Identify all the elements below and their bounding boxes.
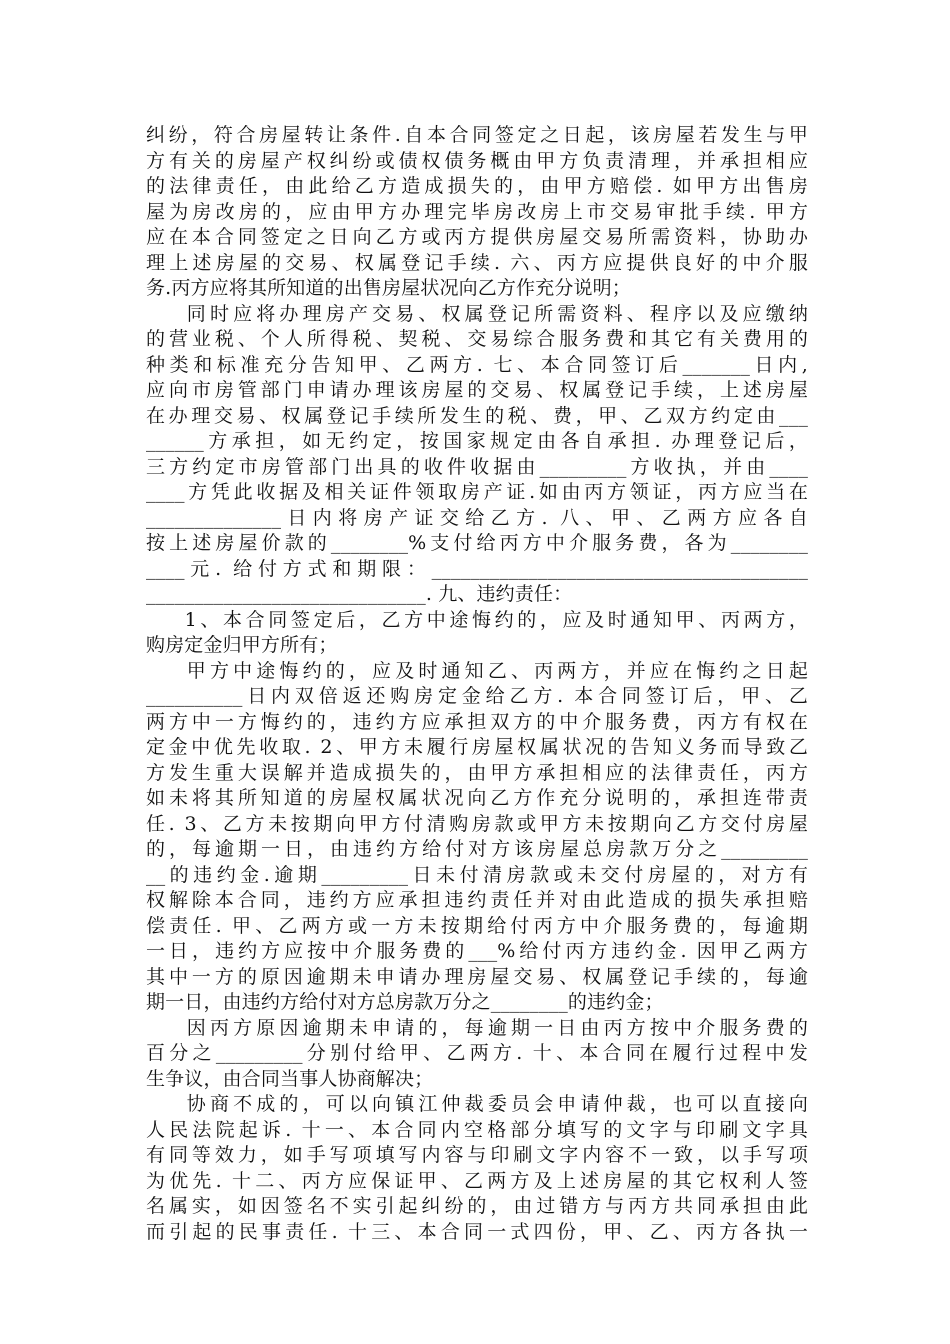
text-line: 为优先. 十二、丙方应保证甲、乙两方及上述房屋的其它权利人签 bbox=[146, 1169, 808, 1192]
text-line: 权解除本合同，违约方应承担违约责任并对由此造成的损失承担赔 bbox=[146, 889, 808, 911]
text-line: 其中一方的原因逾期未申请办理房屋交易、权属登记手续的，每逾 bbox=[146, 965, 808, 988]
contract-body-text bbox=[146, 123, 808, 1245]
text-line: 三方约定市房管部门出具的收件收据由_________方收执，并由____ bbox=[146, 455, 808, 478]
text-line: 有同等效力，如手写项填写内容与印刷文字内容不一致，以手写项 bbox=[146, 1144, 808, 1166]
text-line: 名属实，如因签名不实引起纠纷的，由过错方与丙方共同承担由此 bbox=[146, 1195, 808, 1217]
text-line: 如未将其所知道的房屋权属状况向乙方作充分说明的，承担连带责 bbox=[146, 787, 808, 809]
text-line: 而引起的民事责任. 十三、本合同一式四份，甲、乙、丙方各执一 bbox=[146, 1220, 808, 1243]
text-line: 纠纷，符合房屋转让条件.自本合同签定之日起，该房屋若发生与甲 bbox=[146, 124, 808, 146]
text-line: 1、本合同签定后，乙方中途悔约的，应及时通知甲、丙两方， bbox=[146, 608, 808, 631]
text-line: _____________________________. 九、违约责任： bbox=[146, 583, 573, 605]
text-line: 定金中优先收取. 2、甲方未履行房屋权属状况的告知义务而导致乙 bbox=[146, 736, 808, 758]
text-line: 的，每逾期一日，由违约方给付对方该房屋总房款万分之_________ bbox=[146, 838, 808, 860]
text-line: 甲方中途悔约的，应及时通知乙、丙两方，并应在悔约之日起 bbox=[146, 659, 808, 682]
text-line: 应向市房管部门申请办理该房屋的交易、权属登记手续，上述房屋 bbox=[146, 379, 808, 401]
text-line: 一日，违约方应按中介服务费的___%给付丙方违约金. 因甲乙两方 bbox=[146, 940, 808, 962]
text-line: 期一日，由违约方给付对方总房款万分之________的违约金； bbox=[146, 991, 664, 1013]
text-line: 方发生重大误解并造成损失的，由甲方承担相应的法律责任，丙方 bbox=[146, 761, 808, 784]
text-line: 屋为房改房的，应由甲方办理完毕房改房上市交易审批手续. 甲方 bbox=[146, 200, 808, 223]
text-line: 务.丙方应将其所知道的出售房屋状况向乙方作充分说明； bbox=[146, 277, 631, 299]
text-line: 因丙方原因逾期未申请的，每逾期一日由丙方按中介服务费的 bbox=[146, 1016, 808, 1039]
text-line: 协商不成的，可以向镇江仲裁委员会申请仲裁，也可以直接向 bbox=[146, 1093, 808, 1115]
text-line: 的法律责任，由此给乙方造成损失的，由甲方赔偿. 如甲方出售房 bbox=[146, 175, 808, 197]
text-line: 理上述房屋的交易、权属登记手续. 六、丙方应提供良好的中介服 bbox=[146, 251, 808, 274]
text-line: 购房定金归甲方所有； bbox=[146, 634, 338, 656]
text-line: 种类和标准充分告知甲、乙两方. 七、本合同签订后_______日内, bbox=[146, 353, 808, 376]
text-line: __________日内双倍返还购房定金给乙方. 本合同签订后，甲、乙 bbox=[146, 685, 808, 707]
text-line: 方有关的房屋产权纠纷或债权债务概由甲方负责清理，并承担相应 bbox=[146, 149, 808, 172]
text-line: 生争议，由合同当事人协商解决； bbox=[146, 1067, 434, 1090]
text-line: 偿责任. 甲、乙两方或一方未按期给付丙方中介服务费的，每逾期 bbox=[146, 914, 808, 937]
text-line: 两方中一方悔约的，违约方应承担双方的中介服务费，丙方有权在 bbox=[146, 710, 808, 733]
text-line: __的违约金.逾期_________日未付清房款或未交付房屋的，对方有 bbox=[146, 863, 808, 886]
text-line: 百分之_________分别付给甲、乙两方. 十、本合同在履行过程中发 bbox=[146, 1042, 808, 1064]
text-line: 人民法院起诉. 十一、本合同内空格部分填写的文字与印刷文字具 bbox=[146, 1118, 808, 1141]
text-line: ______________日内将房产证交给乙方. 八、甲、乙两方应各自 bbox=[146, 506, 808, 529]
text-line: 任. 3、乙方未按期向甲方付清购房款或甲方未按期向乙方交付房屋 bbox=[146, 812, 808, 835]
text-line: ____方凭此收据及相关证件领取房产证.如由丙方领证，丙方应当在 bbox=[146, 481, 808, 503]
text-line: ______方承担，如无约定，按国家规定由各自承担. 办理登记后， bbox=[146, 430, 808, 452]
text-line: ____元. 给付方式和期限：_______________________________________ bbox=[146, 557, 808, 580]
text-line: 按上述房屋价款的________%支付给丙方中介服务费，各为________ bbox=[146, 532, 808, 554]
text-line: 的营业税、个人所得税、契税、交易综合服务费和其它有关费用的 bbox=[146, 328, 808, 350]
text-line: 同时应将办理房产交易、权属登记所需资料、程序以及应缴纳 bbox=[146, 302, 808, 325]
text-line: 应在本合同签定之日向乙方或丙方提供房屋交易所需资料，协助办 bbox=[146, 226, 808, 248]
text-line: 在办理交易、权属登记手续所发生的税、费，甲、乙双方约定由___ bbox=[146, 404, 808, 427]
